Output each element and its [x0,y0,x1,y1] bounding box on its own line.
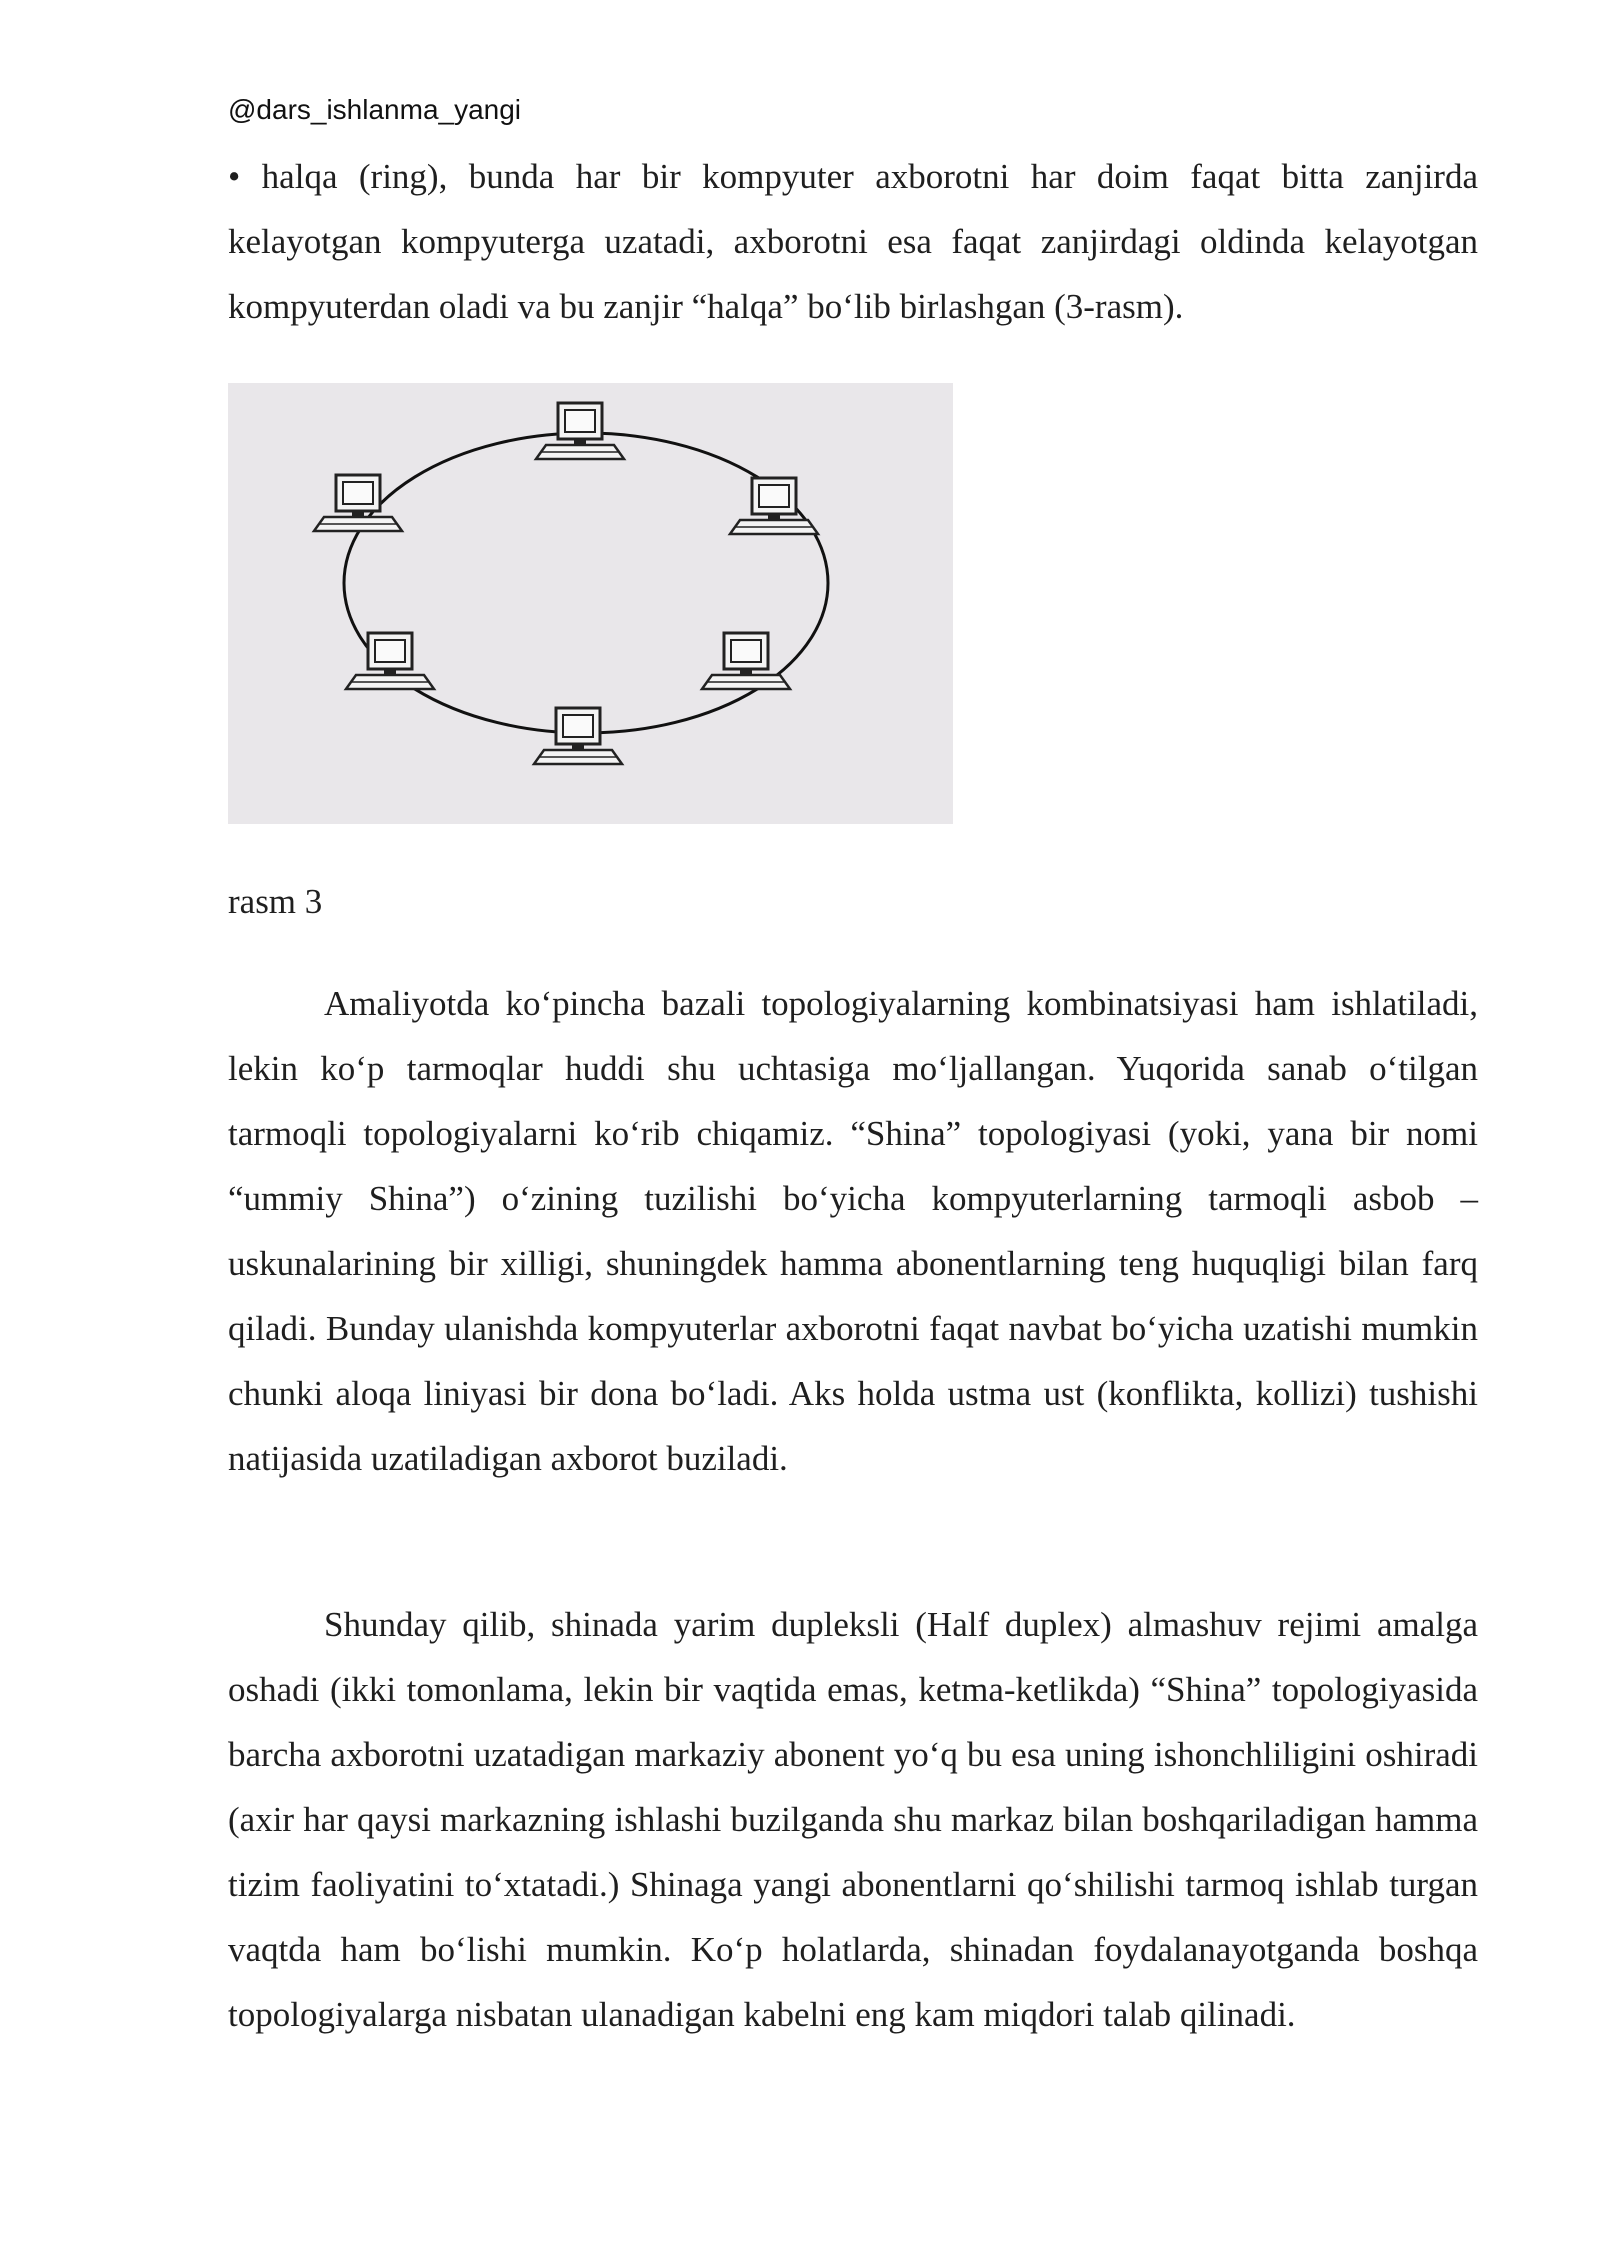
paragraph-half-duplex: Shunday qilib, shinada yarim dupleksli (Half duplex) almashuv rejimi amalga oshadi (ikki tomonlama, lekin bir vaqtida emas, ketma-ketlikda) “Shina” topologiyasida barcha axborotni uzatadigan markaziy abonent yo‘q bu esa uning ishonchliligini oshiradi (axir har qaysi markazning ishlashi buzilganda shu markaz bilan boshqariladigan hamma tizim faoliyatini to‘xtatadi.) Shinaga yangi abonentlarni qo‘shilishi tarmoq ishlab turgan vaqtda ham bo‘lishi mumkin. Ko‘p holatlarda, shinadan foydalanayotganda boshqa topologiyalarga nisbatan ulanadigan kabelni eng kam miqdori talab qilinadi. [228,1605,1478,2034]
figure-caption: rasm 3 [228,882,323,921]
paragraph-ring-topology: • halqa (ring), bunda har bir kompyuter axborotni har doim faqat bitta zanjirda kelayotgan kompyuterga uzatadi, axborotni esa faqat zanjirdagi oldinda kelayotgan kompyuterdan oladi va bu zanjir “halqa” bo‘lib birlashgan (3-rasm). [228,157,1478,326]
computer-icon [346,633,434,689]
watermark-text: @dars_ishlanma_yangi [228,94,522,125]
computer-icon [534,708,622,764]
ring-diagram [228,383,953,824]
ring-topology-figure [228,383,953,824]
paragraph-topology-combination: Amaliyotda ko‘pincha bazali topologiyalarning kombinatsiyasi ham ishlatiladi, lekin ko‘p tarmoqlar huddi shu uchtasiga mo‘ljallangan. Yuqorida sanab o‘tilgan tarmoqli topologiyalarni ko‘rib chiqamiz. “Shina” topologiyasi (yoki, yana bir nomi “ummiy Shina”) o‘zining tuzilishi bo‘yicha kompyuterlarning tarmoqli asbob – uskunalarining bir xilligi, shuningdek hamma abonentlarning teng huquqligi bilan farq qiladi. Bunday ulanishda kompyuterlar axborotni faqat navbat bo‘yicha uzatishi mumkin chunki aloqa liniyasi bir dona bo‘ladi. Aks holda ustma ust (konflikta, kollizi) tushishi natijasida uzatiladigan axborot buziladi. [228,984,1478,1478]
computer-icon [314,475,402,531]
computer-icon [730,478,818,534]
computer-icon [536,403,624,459]
computer-icon [702,633,790,689]
